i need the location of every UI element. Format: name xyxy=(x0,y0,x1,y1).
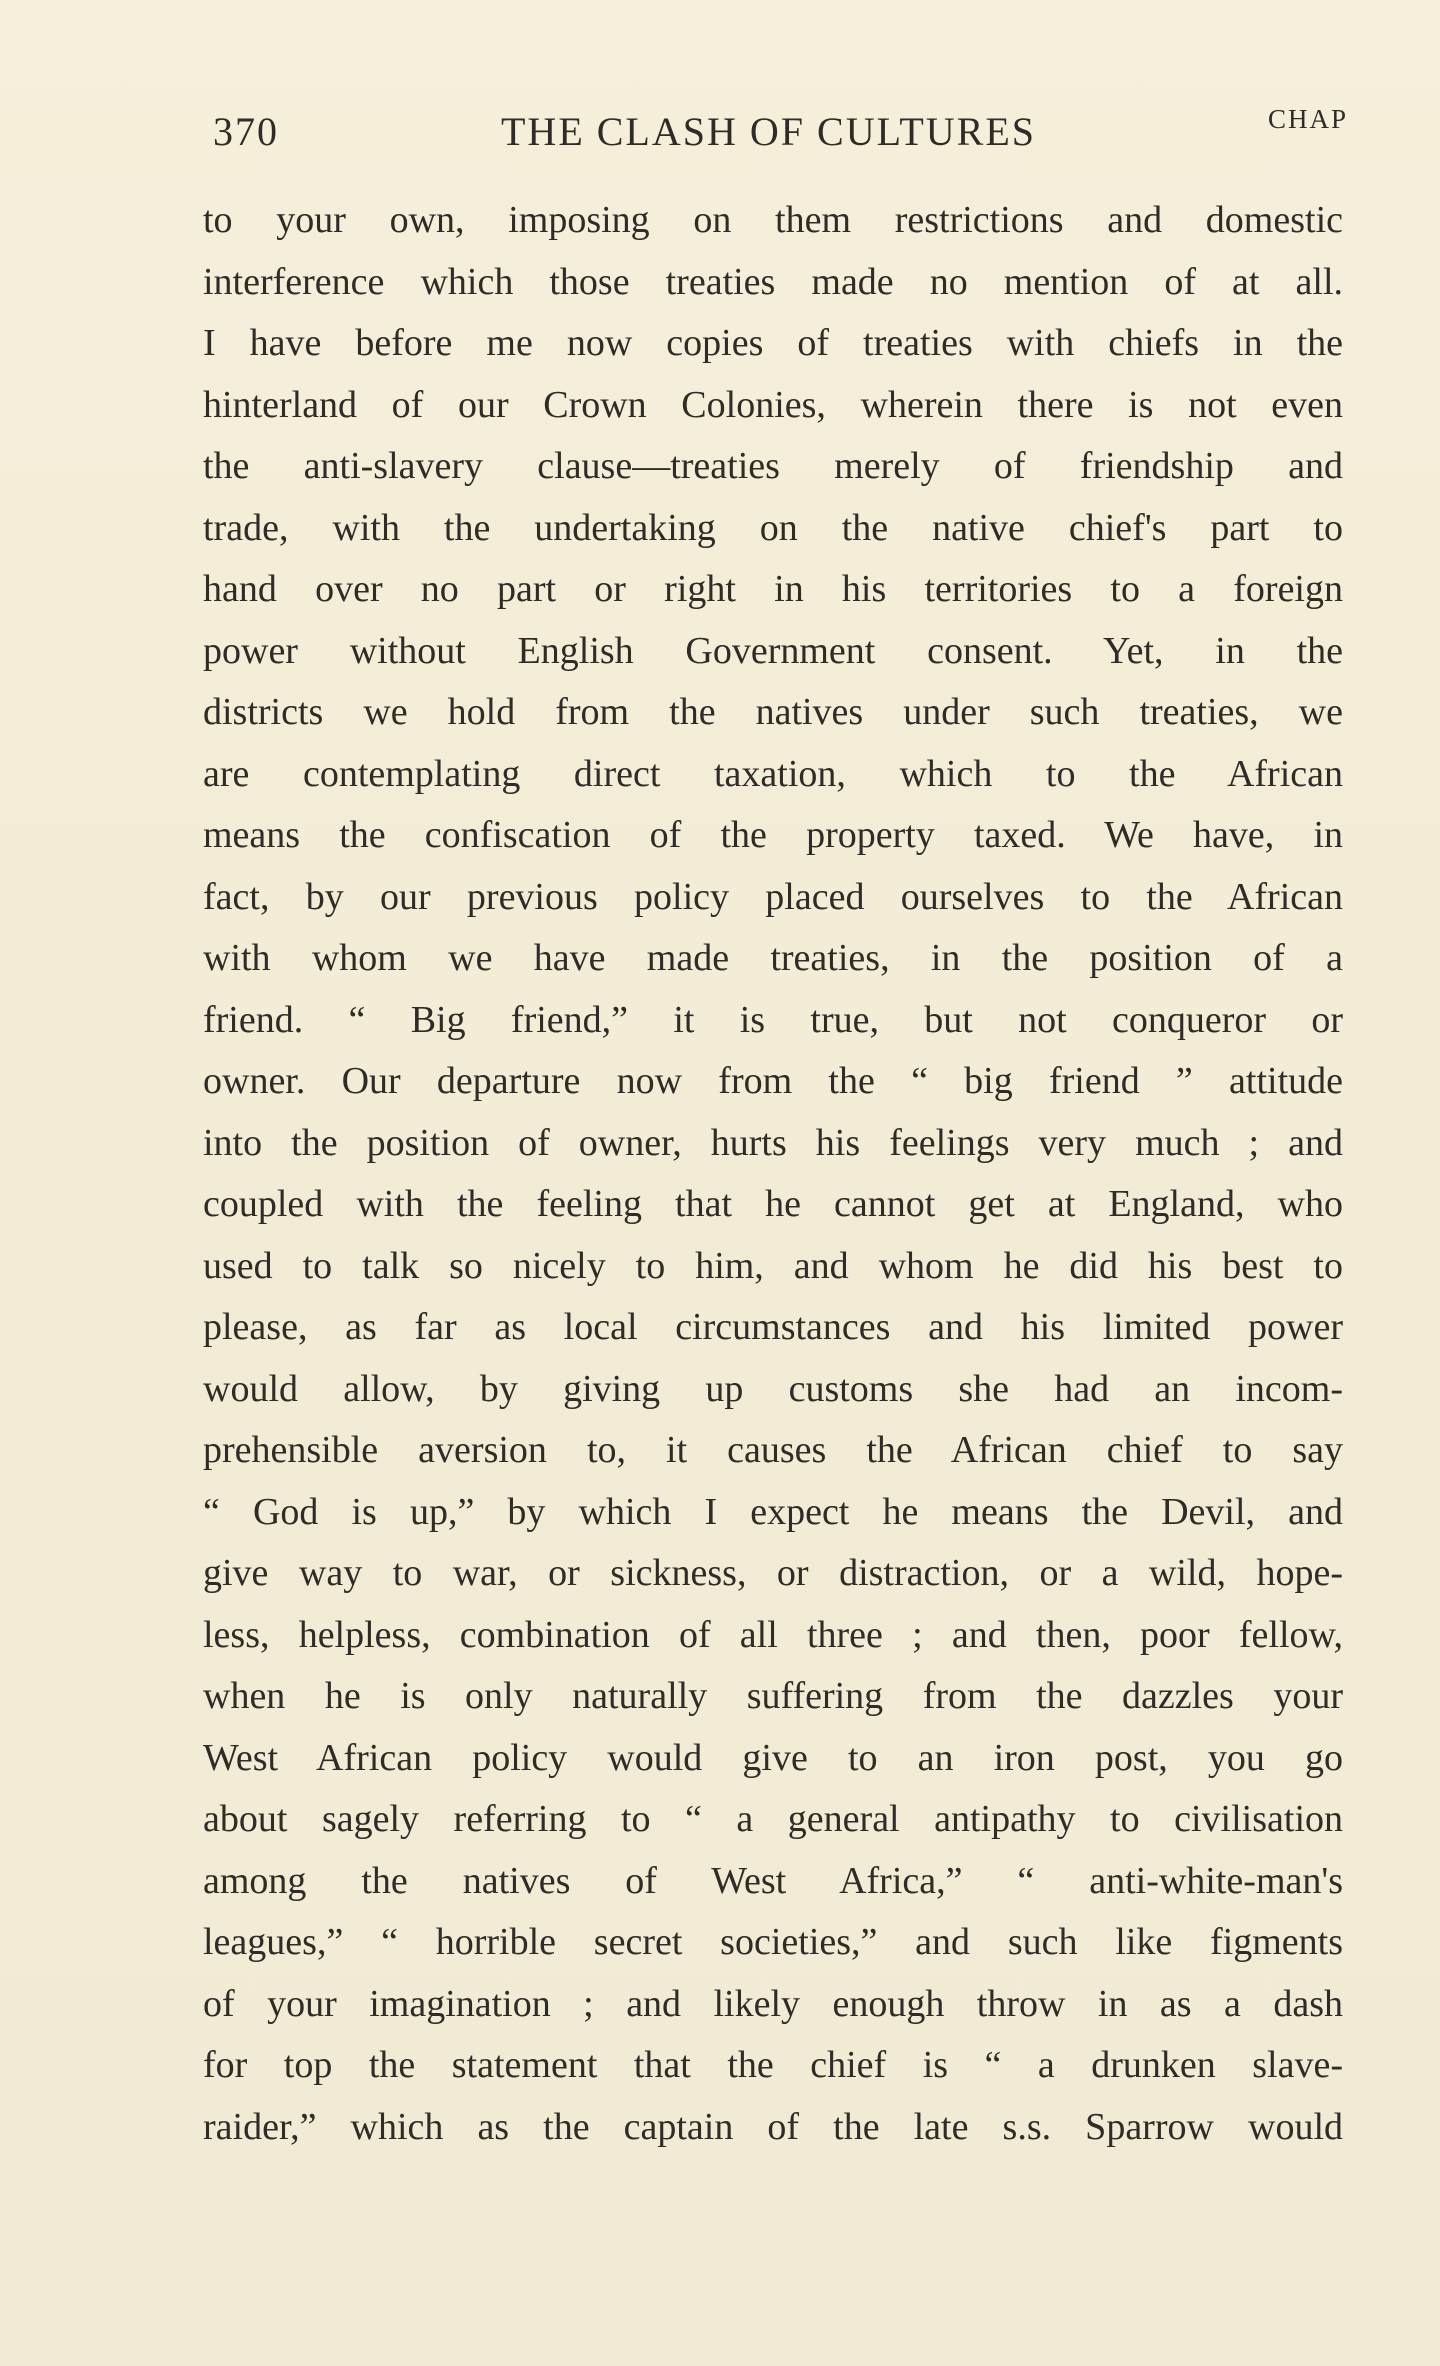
text-line: fact, by our previous policy placed ourselves to the African xyxy=(203,875,1343,918)
text-line: friend. “ Big friend,” it is true, but not conqueror or xyxy=(203,998,1343,1041)
text-line: means the confiscation of the property taxed. We have, in xyxy=(203,814,1343,856)
text-line: power without English Government consent. Yet, in the xyxy=(203,629,1343,672)
text-line: districts we hold from the natives under such treaties, we xyxy=(203,691,1343,733)
text-line: among the natives of West Africa,” “ anti-white-man's xyxy=(203,1859,1343,1902)
text-line: with whom we have made treaties, in the position of a xyxy=(203,937,1343,979)
text-line: West African policy would give to an iron post, you go xyxy=(203,1736,1343,1779)
text-line: about sagely referring to “ a general antipathy to civilisation xyxy=(203,1798,1343,1840)
text-line: when he is only naturally suffering from the dazzles your xyxy=(203,1675,1343,1717)
text-line: for top the statement that the chief is “ a drunken slave- xyxy=(203,2044,1343,2086)
body-text xyxy=(203,190,1343,2158)
text-line: “ God is up,” by which I expect he means the Devil, and xyxy=(203,1490,1343,1533)
text-line: less, helpless, combination of all three ; and then, poor fellow, xyxy=(203,1613,1343,1656)
page-header xyxy=(213,104,1348,158)
text-line: give way to war, or sickness, or distraction, or a wild, hope- xyxy=(203,1552,1343,1594)
text-line: to your own, imposing on them restrictions and domestic xyxy=(203,199,1343,241)
text-line: the anti-slavery clause—treaties merely of friendship and xyxy=(203,445,1343,487)
page-number: 370 xyxy=(213,109,279,154)
text-line: coupled with the feeling that he cannot get at England, who xyxy=(203,1183,1343,1225)
text-line: of your imagination ; and likely enough throw in as a dash xyxy=(203,1982,1343,2025)
text-line: prehensible aversion to, it causes the African chief to say xyxy=(203,1429,1343,1471)
text-line: raider,” which as the captain of the late s.s. Sparrow would xyxy=(203,2105,1343,2148)
text-line: please, as far as local circumstances and his limited power xyxy=(203,1306,1343,1348)
text-line: trade, with the undertaking on the native chief's part to xyxy=(203,506,1343,549)
text-line: I have before me now copies of treaties with chiefs in the xyxy=(203,322,1343,364)
text-line: hinterland of our Crown Colonies, wherein there is not even xyxy=(203,383,1343,426)
text-line: interference which those treaties made no mention of at all. xyxy=(203,260,1343,303)
running-title: THE CLASH OF CULTURES xyxy=(501,109,1037,154)
text-line: are contemplating direct taxation, which to the African xyxy=(203,752,1343,795)
text-line: owner. Our departure now from the “ big friend ” attitude xyxy=(203,1060,1343,1102)
text-line: would allow, by giving up customs she had an incom- xyxy=(203,1367,1343,1410)
text-line: used to talk so nicely to him, and whom he did his best to xyxy=(203,1244,1343,1287)
text-line: hand over no part or right in his territories to a foreign xyxy=(203,568,1343,610)
text-line: into the position of owner, hurts his feelings very much ; and xyxy=(203,1121,1343,1164)
text-line: leagues,” “ horrible secret societies,” and such like figments xyxy=(203,1921,1343,1963)
chapter-mark: CHAP xyxy=(1267,104,1348,134)
